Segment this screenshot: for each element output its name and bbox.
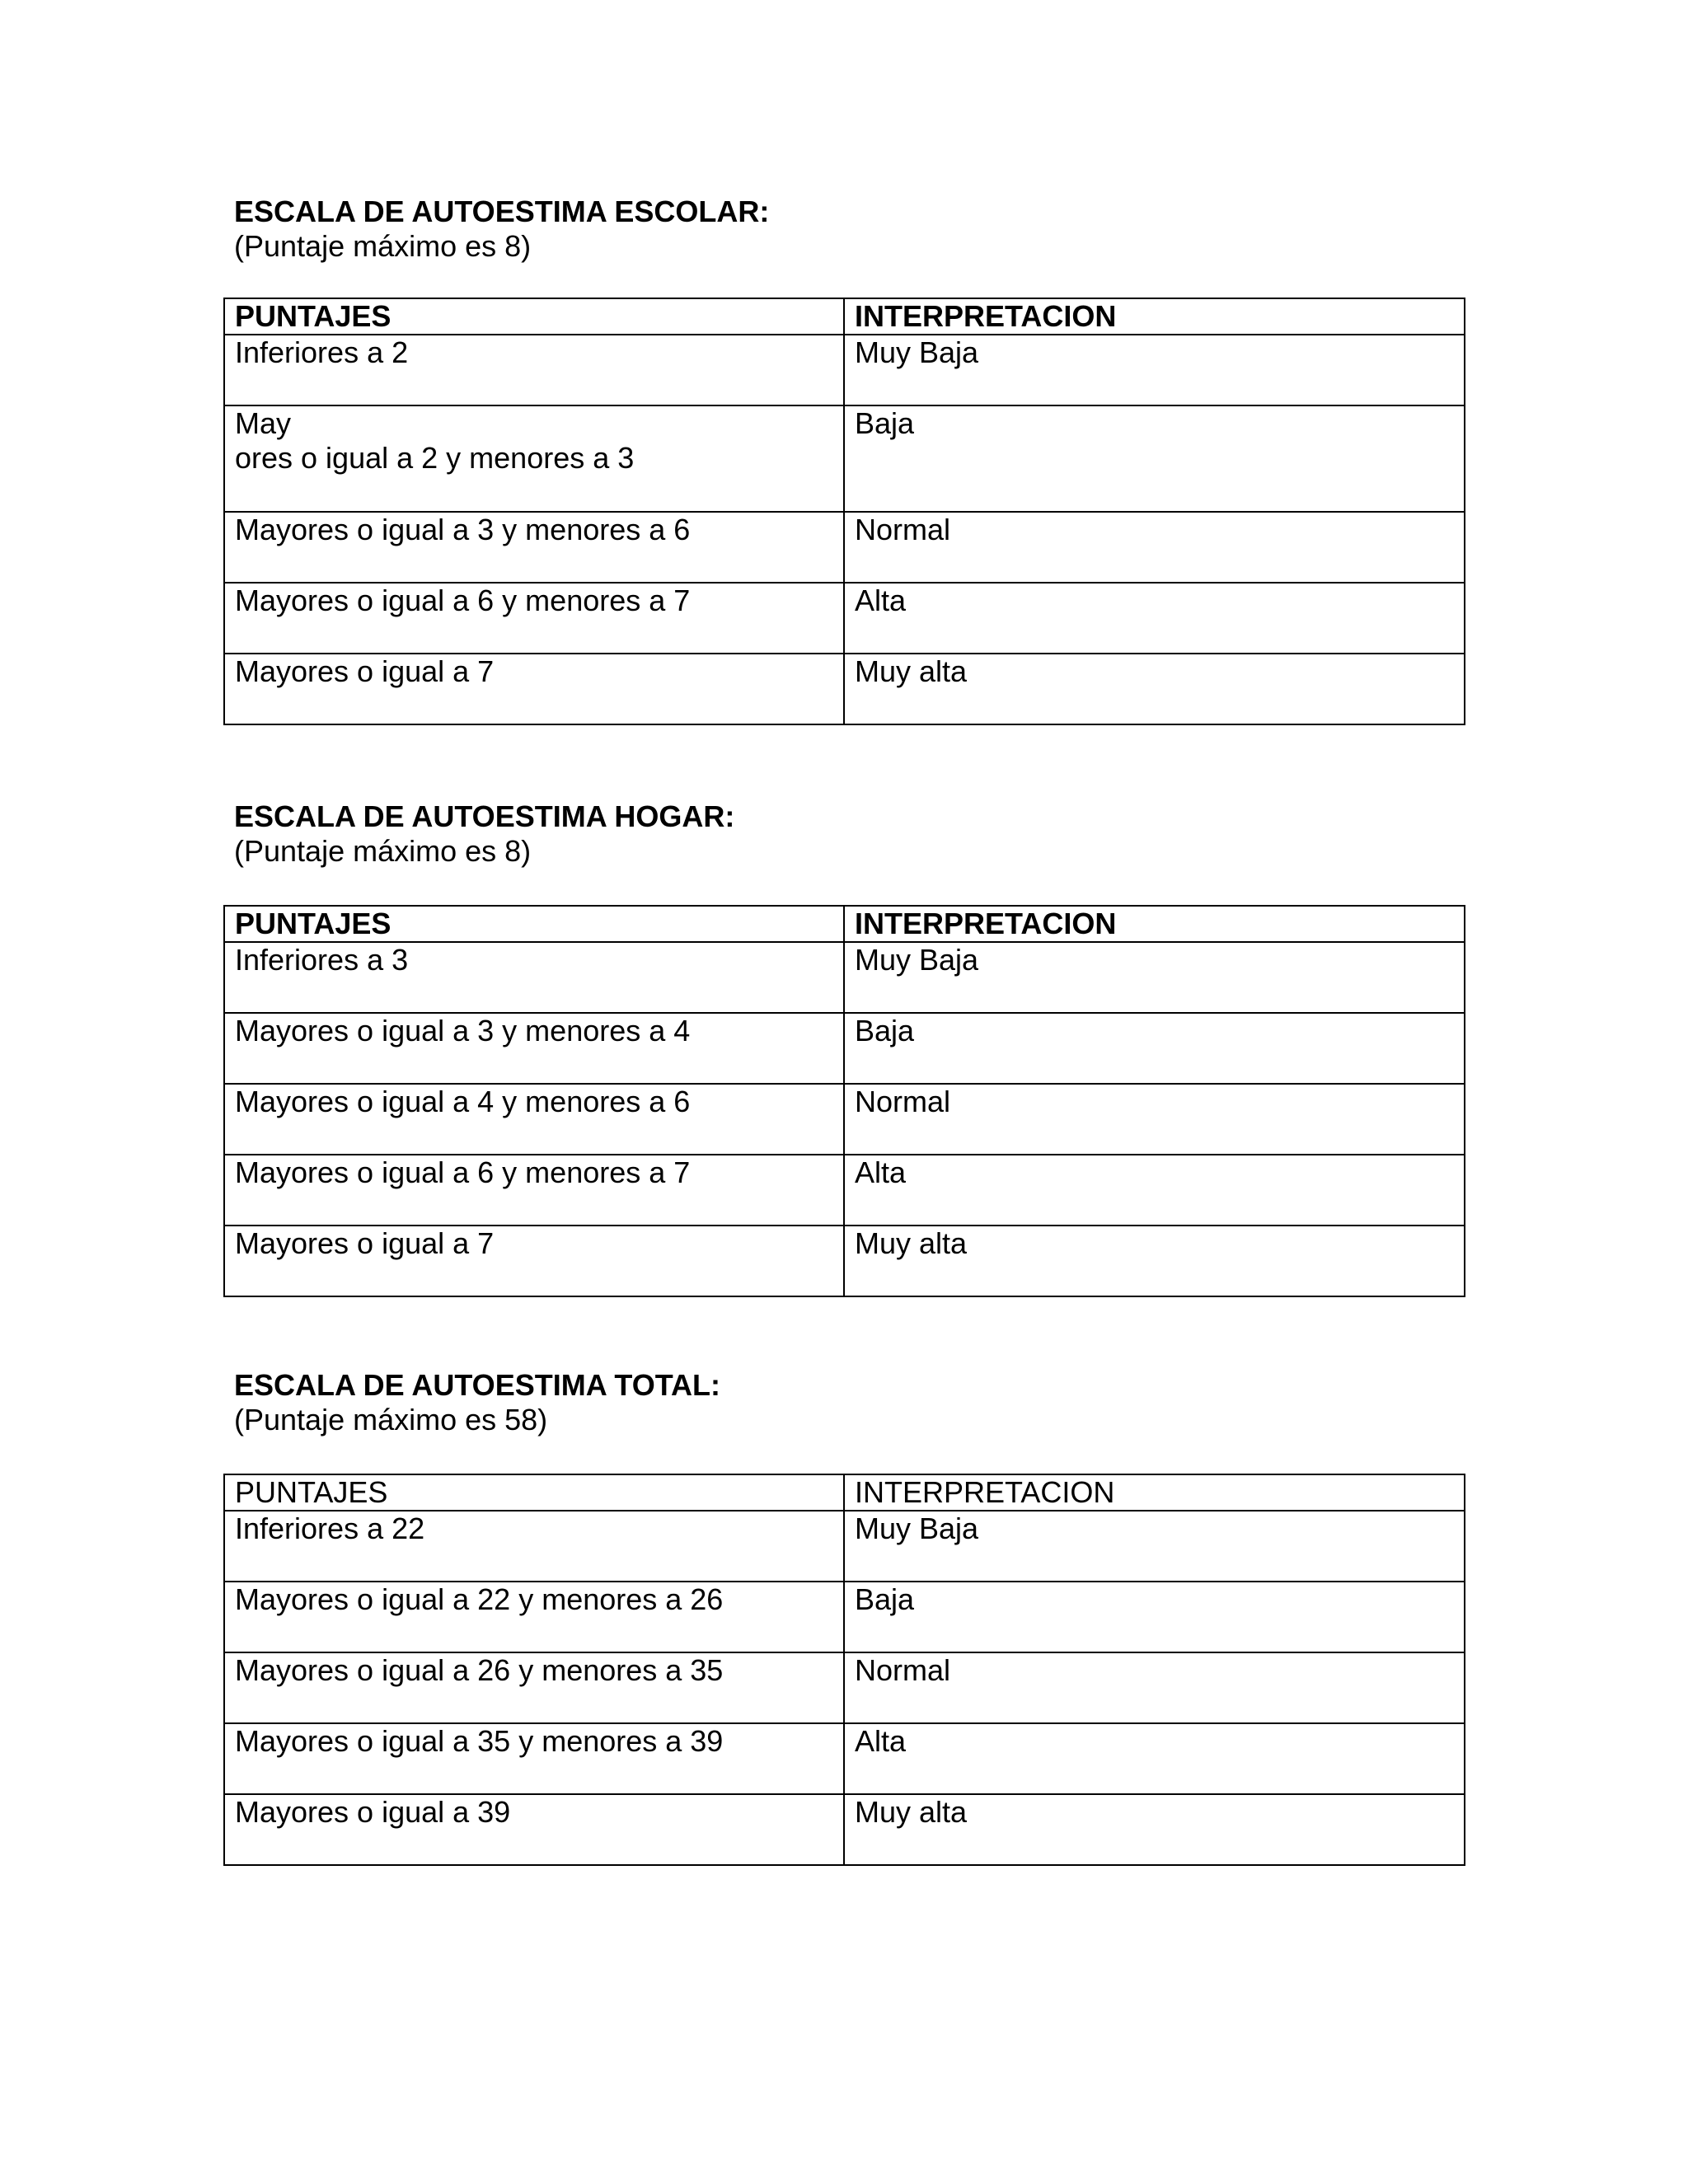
table-header-row: [224, 906, 1465, 942]
table-row: [224, 1155, 1465, 1226]
score-cell-line: May: [235, 406, 292, 440]
table-row: [224, 1084, 1465, 1155]
score-table-escolar: [223, 298, 1465, 725]
score-cell: Mayores o igual a 35 y menores a 39: [224, 1723, 844, 1794]
score-cell: Inferiores a 22: [224, 1511, 844, 1582]
table-row: [224, 1652, 1465, 1723]
interpretation-cell: Baja: [844, 1582, 1465, 1652]
score-cell: Mayores o igual a 6 y menores a 7: [224, 1155, 844, 1226]
column-header-interpretacion: INTERPRETACION: [844, 298, 1465, 335]
interpretation-cell: Baja: [844, 1013, 1465, 1084]
score-cell: Mayores o igual a 3 y menores a 4: [224, 1013, 844, 1084]
section-subtitle: (Puntaje máximo es 8): [234, 229, 532, 263]
table-row: [224, 1226, 1465, 1296]
column-header-puntajes: PUNTAJES: [224, 298, 844, 335]
table-row: [224, 405, 1465, 512]
interpretation-cell: Normal: [844, 1652, 1465, 1723]
interpretation-cell: Alta: [844, 1155, 1465, 1226]
interpretation-cell: Muy Baja: [844, 1511, 1465, 1582]
section-title: ESCALA DE AUTOESTIMA HOGAR:: [234, 799, 735, 833]
section-subtitle: (Puntaje máximo es 8): [234, 834, 532, 868]
column-header-puntajes: PUNTAJES: [224, 906, 844, 942]
score-cell: Mayores o igual a 22 y menores a 26: [224, 1582, 844, 1652]
table-row: [224, 1723, 1465, 1794]
table-row: [224, 1582, 1465, 1652]
score-cell: [224, 405, 844, 512]
table-row: [224, 1511, 1465, 1582]
column-header-interpretacion: INTERPRETACION: [844, 906, 1465, 942]
score-cell: Mayores o igual a 7: [224, 1226, 844, 1296]
section-subtitle: (Puntaje máximo es 58): [234, 1403, 548, 1436]
score-cell: Mayores o igual a 3 y menores a 6: [224, 512, 844, 583]
score-table-hogar: [223, 905, 1465, 1297]
score-cell: Mayores o igual a 7: [224, 654, 844, 724]
score-cell-line: ores o igual a 2 y menores a 3: [235, 441, 635, 475]
score-cell: Mayores o igual a 6 y menores a 7: [224, 583, 844, 654]
table-row: [224, 583, 1465, 654]
interpretation-cell: Muy Baja: [844, 335, 1465, 405]
section-title: ESCALA DE AUTOESTIMA ESCOLAR:: [234, 194, 770, 228]
section-title: ESCALA DE AUTOESTIMA TOTAL:: [234, 1368, 720, 1402]
table-row: [224, 654, 1465, 724]
interpretation-cell: Muy alta: [844, 654, 1465, 724]
interpretation-cell: Baja: [844, 405, 1465, 512]
table-row: [224, 512, 1465, 583]
interpretation-cell: Muy alta: [844, 1794, 1465, 1865]
interpretation-cell: Normal: [844, 512, 1465, 583]
interpretation-cell: Muy alta: [844, 1226, 1465, 1296]
interpretation-cell: Alta: [844, 1723, 1465, 1794]
interpretation-cell: Normal: [844, 1084, 1465, 1155]
column-header-interpretacion: INTERPRETACION: [844, 1474, 1465, 1511]
interpretation-cell: Alta: [844, 583, 1465, 654]
column-header-puntajes: PUNTAJES: [224, 1474, 844, 1511]
interpretation-cell: Muy Baja: [844, 942, 1465, 1013]
table-row: [224, 1013, 1465, 1084]
table-row: [224, 1794, 1465, 1865]
table-row: [224, 335, 1465, 405]
score-cell: Inferiores a 2: [224, 335, 844, 405]
score-cell: Inferiores a 3: [224, 942, 844, 1013]
score-cell: Mayores o igual a 4 y menores a 6: [224, 1084, 844, 1155]
table-header-row: [224, 298, 1465, 335]
score-cell: Mayores o igual a 26 y menores a 35: [224, 1652, 844, 1723]
table-header-row: [224, 1474, 1465, 1511]
score-table-total: [223, 1474, 1465, 1866]
table-row: [224, 942, 1465, 1013]
score-cell: Mayores o igual a 39: [224, 1794, 844, 1865]
